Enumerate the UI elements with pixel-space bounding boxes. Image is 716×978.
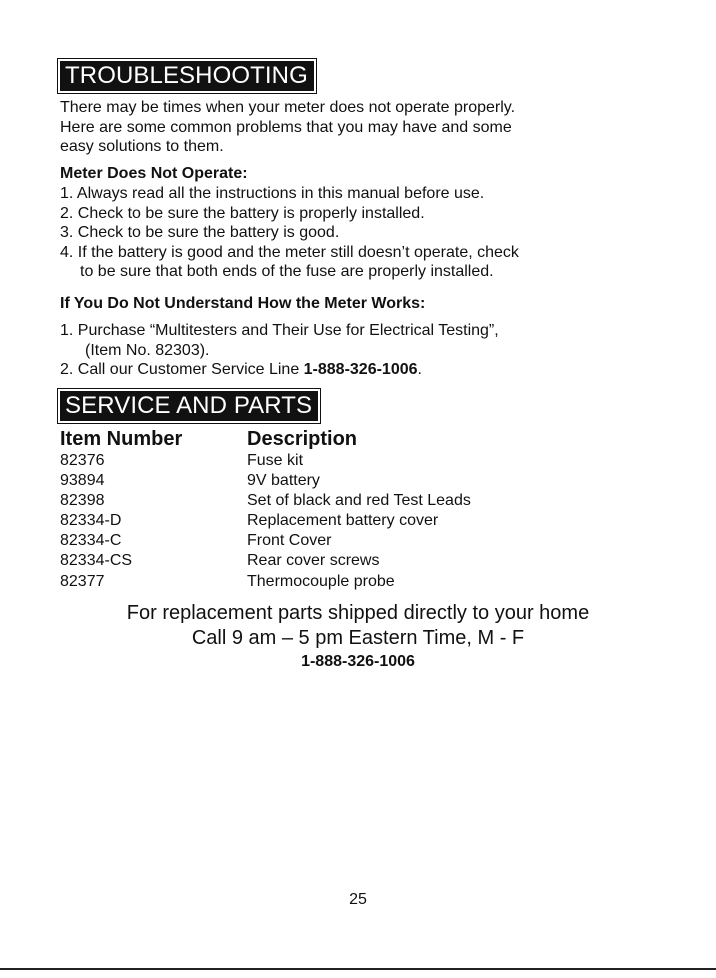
part-number: 82398	[60, 492, 105, 510]
list-item-text: 1. Purchase “Multitesters and Their Use for Electrical Testing”,	[60, 322, 499, 339]
intro-line: There may be times when your meter does not operate properly.	[60, 99, 516, 116]
part-number: 93894	[60, 472, 105, 490]
part-number: 82377	[60, 572, 105, 590]
table-row	[60, 531, 680, 551]
part-description: Set of black and red Test Leads	[247, 492, 471, 510]
list-item-continuation: to be sure that both ends of the fuse are properly installed.	[80, 263, 494, 280]
list-item	[60, 360, 700, 380]
replacement-parts-note: For replacement parts shipped directly to your home	[126, 602, 590, 624]
part-description: Front Cover	[247, 532, 332, 550]
part-number: 82334-CS	[60, 552, 133, 570]
meter-not-operate-list	[60, 184, 700, 282]
list-item: 1. Always read all the instructions in this manual before use.	[60, 185, 485, 202]
table-row	[60, 491, 680, 511]
list-item	[60, 243, 700, 282]
list-item-text: 2. Call our Customer Service Line	[60, 361, 304, 378]
meter-not-operate-heading: Meter Does Not Operate:	[60, 165, 248, 182]
list-item: 2. Check to be sure the battery is properly installed.	[60, 204, 425, 222]
not-understand-heading: If You Do Not Understand How the Meter Works:	[60, 295, 426, 312]
parts-table	[60, 451, 680, 592]
intro-line: easy solutions to them.	[60, 138, 224, 155]
description-column-header: Description	[247, 428, 358, 450]
intro-line: Here are some common problems that you may have and some	[60, 118, 512, 136]
table-row	[60, 551, 680, 571]
page-number: 25	[349, 891, 367, 908]
list-item-punctuation: .	[417, 361, 422, 378]
table-row	[60, 471, 680, 491]
list-item-text: 4. If the battery is good and the meter still doesn’t operate, check	[60, 243, 519, 261]
parts-phone-number: 1-888-326-1006	[301, 653, 415, 670]
page-bottom-divider	[0, 968, 716, 970]
item-number-column-header: Item Number	[60, 428, 183, 450]
part-description: Fuse kit	[247, 452, 304, 469]
part-description: 9V battery	[247, 472, 320, 490]
part-description: Replacement battery cover	[247, 512, 439, 530]
call-hours-note: Call 9 am – 5 pm Eastern Time, M - F	[191, 627, 525, 649]
service-parts-heading: SERVICE AND PARTS	[60, 391, 318, 421]
part-description: Thermocouple probe	[247, 572, 395, 590]
part-number: 82334-D	[60, 512, 122, 530]
list-item-continuation: (Item No. 82303).	[85, 341, 210, 359]
table-row	[60, 511, 680, 531]
troubleshooting-heading: TROUBLESHOOTING	[60, 61, 314, 91]
part-number: 82334-C	[60, 532, 122, 550]
table-row	[60, 451, 680, 471]
list-item: 3. Check to be sure the battery is good.	[60, 224, 340, 241]
troubleshooting-intro	[60, 98, 700, 157]
customer-service-phone: 1-888-326-1006	[303, 361, 418, 378]
part-description: Rear cover screws	[247, 552, 380, 570]
list-item	[60, 321, 700, 360]
table-row	[60, 572, 680, 592]
part-number: 82376	[60, 452, 105, 469]
not-understand-list	[60, 321, 700, 380]
